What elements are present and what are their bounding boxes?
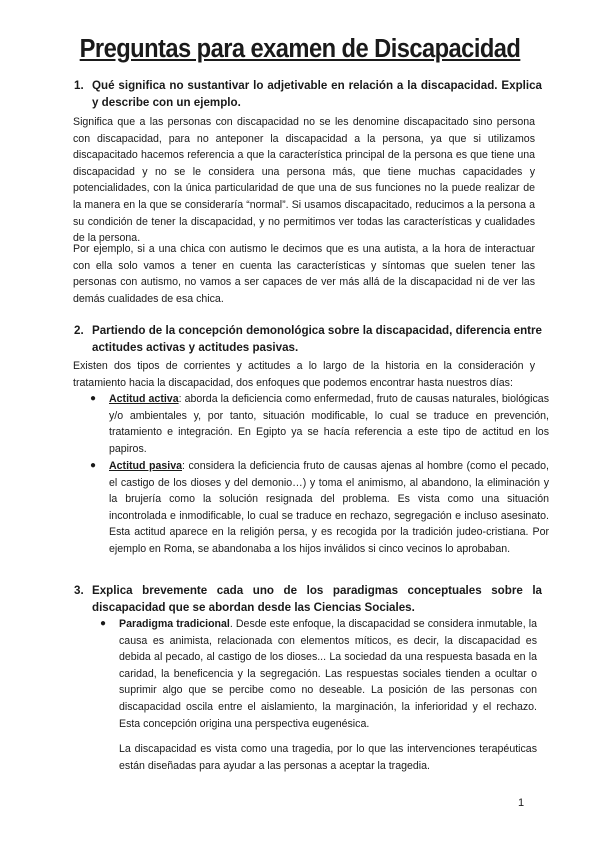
bullet-icon: ● (90, 393, 97, 404)
item-text: : considera la deficiencia fruto de causas ajenas al hombre (como el pecado, el castigo de los dioses y del demonio…) y toma el animismo, al abandono, la eliminación y la brujería como la solución resignada del problema. Es vista como una situación incontrolada e inmodificable, lo cual se traduce en rechazo, segregación e incluso asesinato. Esta actitud aparece en la religión persa, y es recogida por la tradición judeo-cristiana. Por ejemplo en Roma, se abandonaba a los hijos inválidos si cinco vecinos lo aprobaban. (109, 460, 549, 555)
question-2-number: 2. (74, 324, 84, 337)
list-item-continuation: La discapacidad es vista como una tragedia, por lo que las intervenciones terapéuticas están diseñadas para ayudar a las personas a aceptar la tragedia. (119, 743, 537, 772)
bullet-icon: ● (100, 618, 107, 629)
question-2-heading (74, 323, 542, 356)
question-3-text: Explica brevemente cada uno de los paradigmas conceptuales sobre la discapacidad que se abordan desde las Ciencias Sociales. (92, 584, 542, 614)
page-number: 1 (518, 797, 525, 809)
question-1-paragraph-2: Por ejemplo, si a una chica con autismo le decimos que es una autista, a la hora de interactuar con ella solo vamos a tener en cuenta las características y síntomas que suelen tener las personas con autismo, no vamos a ser capaces de ver más allá de la discapacidad ni de ver las demás cualidades de esa chica. (73, 243, 535, 305)
page-title: Preguntas para examen de Discapacidad (79, 35, 521, 63)
question-2-text: Partiendo de la concepción demonológica sobre la discapacidad, diferencia entre actitudes activas y actitudes pasivas. (92, 324, 542, 354)
item-term: Paradigma tradicional (119, 618, 230, 630)
question-3-heading (74, 583, 542, 616)
list-item (90, 458, 549, 558)
question-3-number: 3. (74, 584, 84, 597)
item-text: . Desde este enfoque, la discapacidad se considera inmutable, la causa es animista, relacionada con elementos míticos, es decir, la discapacidad es debida al pecado, al castigo de los dioses... La sociedad da una respuesta basada en la caridad, la beneficencia y la segregación. Las respuestas sociales tienden a ocultar o suprimir algo que se percibe como no deseable. La posición de las personas con discapacidad oscila entre el aislamiento, la marginación, la inferioridad y el rechazo. Esta concepción origina una perspectiva eugenésica. (119, 618, 537, 730)
question-1-paragraph-1: Significa que a las personas con discapacidad no se les denomine discapacitado sino persona con discapacidad, para no anteponer la discapacidad a la persona, ya que si utilizamos discapacitado hacemos referencia a que la característica principal de la persona es que tiene una discapacidad y no se le considera una persona más, que tiene muchas capacidades y potencialidades, con la única particularidad de que una de sus funciones no la puede realizar de la manera en la que se consideraría “normal”. Si usamos discapacitado, reducimos a la persona a su condición de tener la discapacidad, y no permitimos ver todas las características y cualidades de la persona. (73, 116, 535, 245)
question-1-number: 1. (74, 79, 84, 92)
question-1-text: Qué significa no sustantivar lo adjetivable en relación a la discapacidad. Explica y describe con un ejemplo. (92, 79, 542, 109)
question-1-heading (74, 78, 542, 111)
bullet-icon: ● (90, 460, 97, 471)
list-item (90, 391, 549, 457)
item-text: : aborda la deficiencia como enfermedad, fruto de causas naturales, biológicas y/o ambientales y, por tanto, situación modificable, lo cual se traduce en prevención, tratamiento e integración. En Egipto ya se hacía referencia a este tipo de actitud en los papiros. (109, 393, 549, 455)
list-item (100, 616, 537, 732)
item-term: Actitud pasiva (109, 460, 183, 472)
item-term: Actitud activa (109, 393, 179, 405)
question-2-intro: Existen dos tipos de corrientes y actitudes a lo largo de la historia en la consideración y tratamiento hacia la discapacidad, dos enfoques que podemos encontrar hasta nuestros días: (73, 360, 535, 389)
